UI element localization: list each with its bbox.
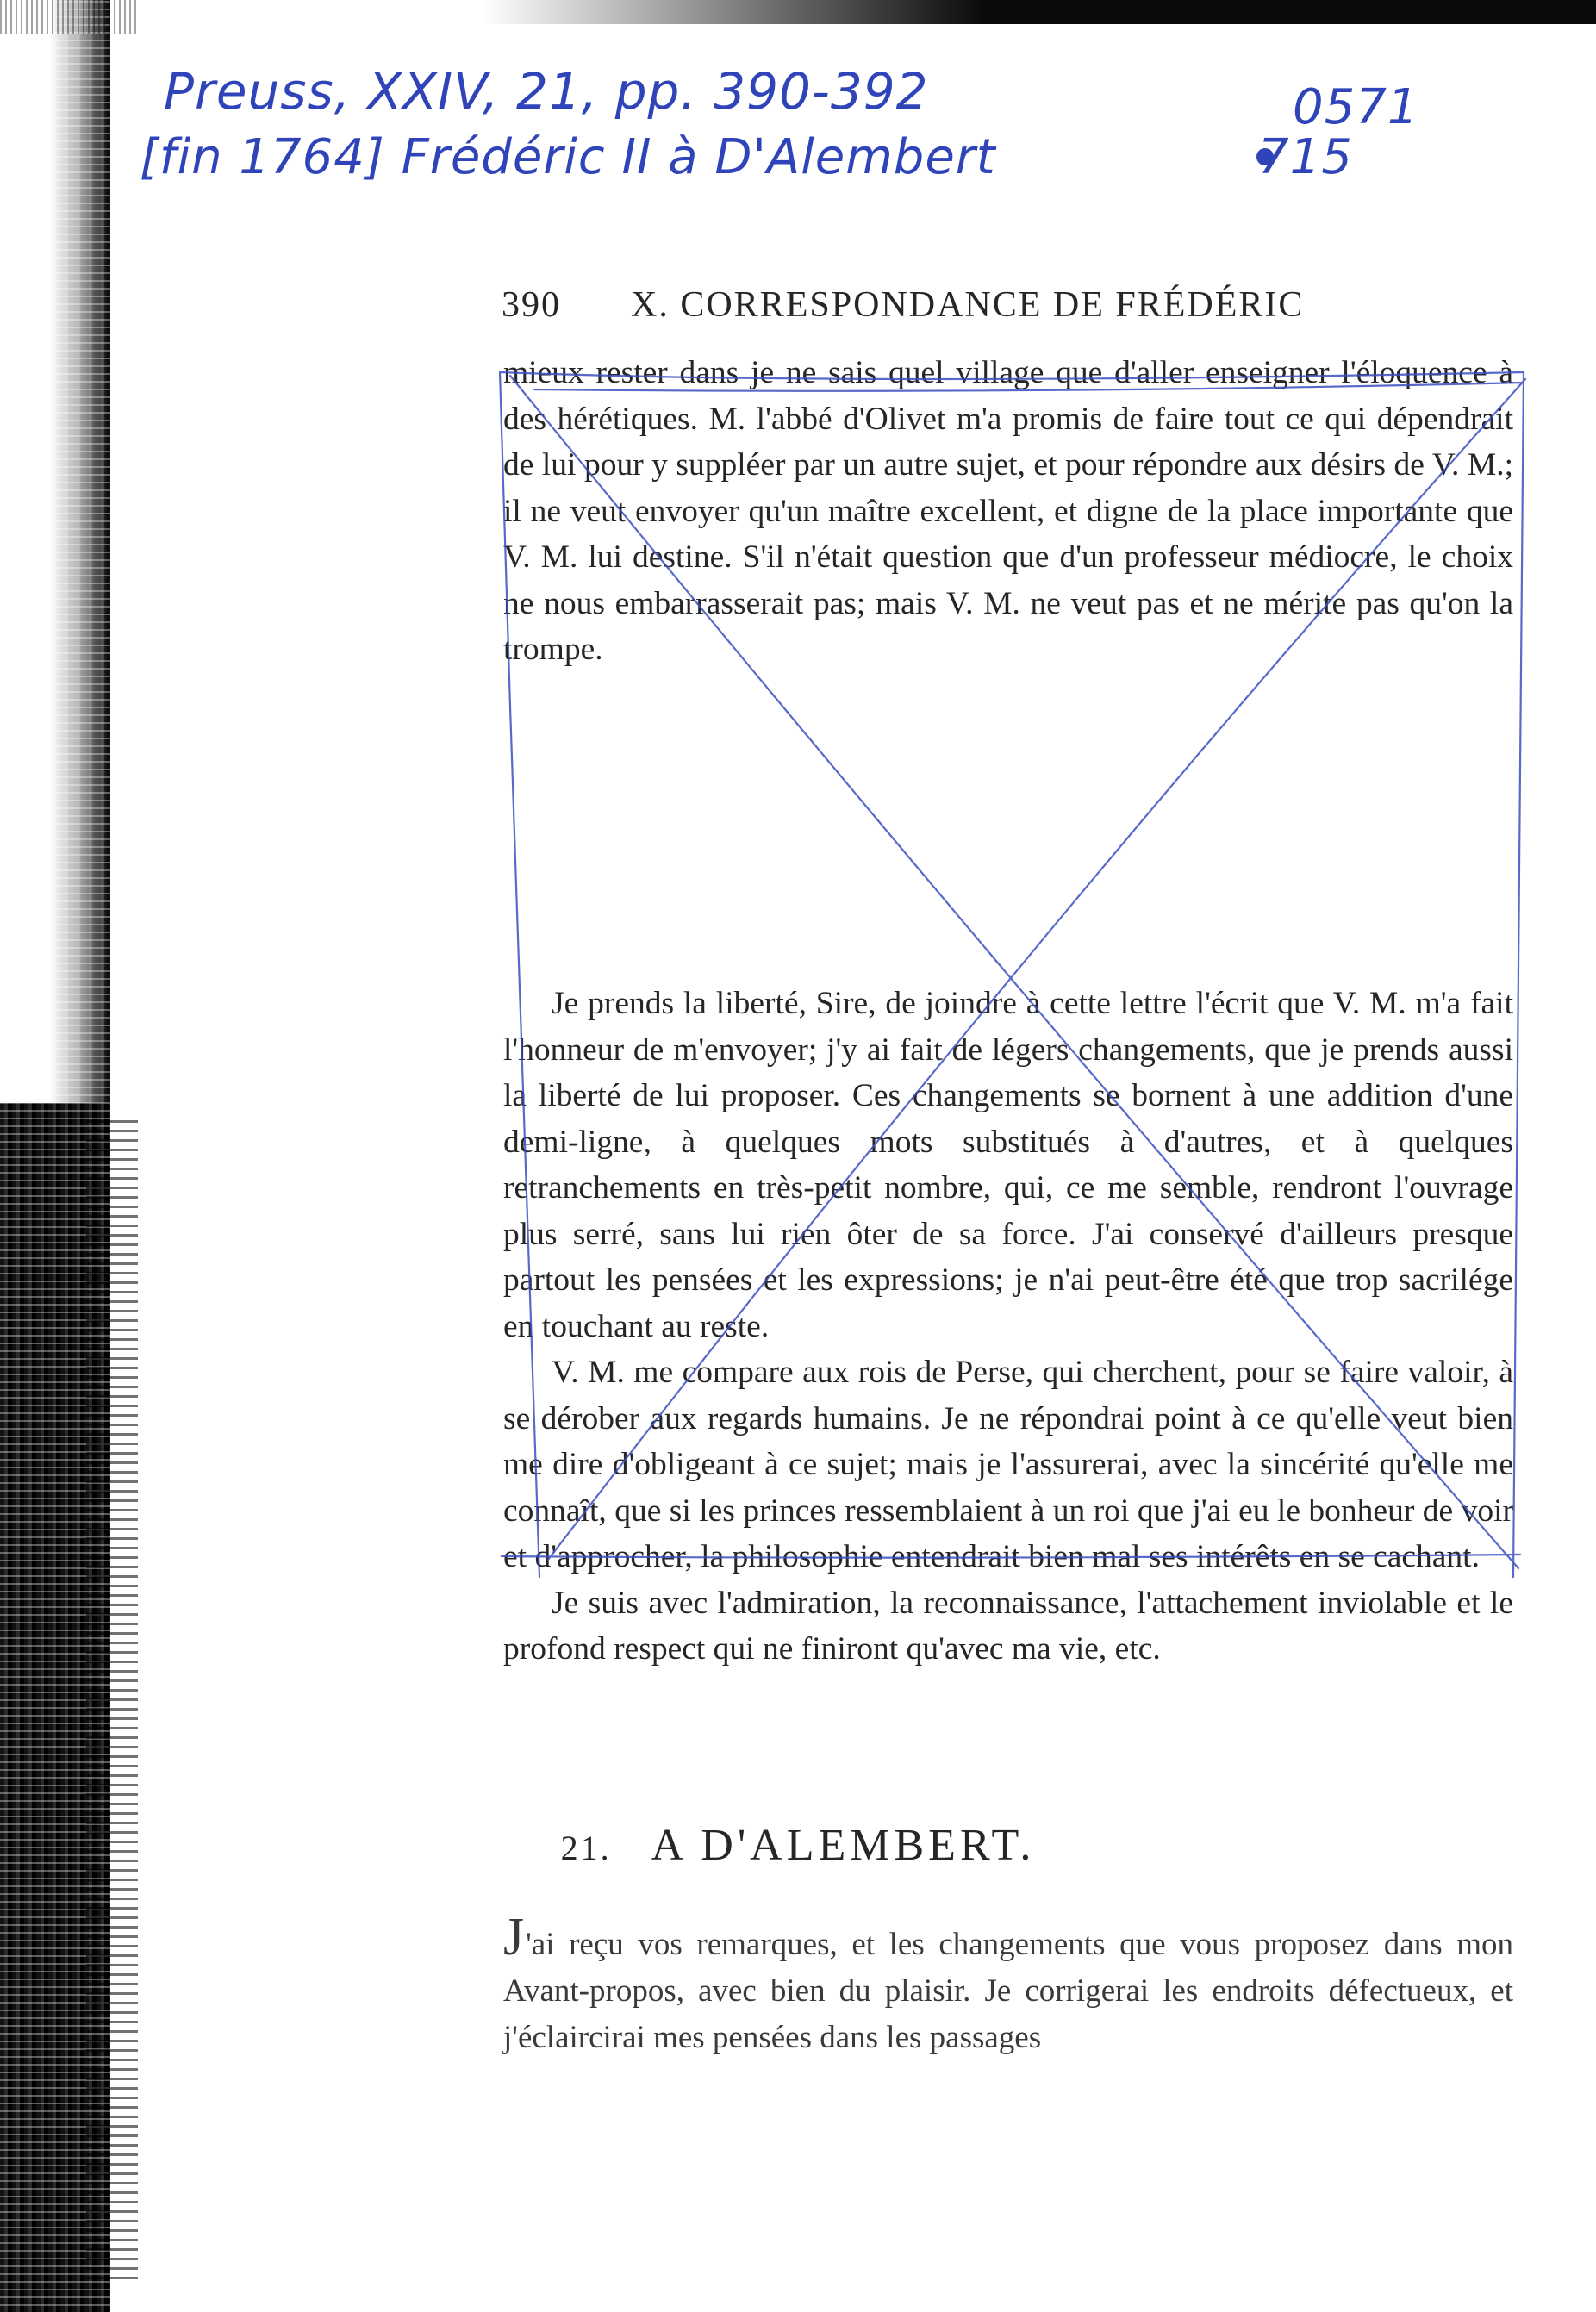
initial-letter: J xyxy=(503,1908,525,1966)
crossout-frame-left xyxy=(500,372,539,1577)
handwritten-code-secondary: 715 xyxy=(1258,129,1353,185)
paragraph: mieux rester dans je ne sais quel village que d'aller enseigner l'éloquence à des hérétiques. M. l'abbé d'Olivet m'a promis de faire tout ce qui dépendrait de lui pour y suppléer par un autre sujet, et pour répondre aux désirs de V. M.; il ne veut envoyer qu'un maître excellent, et digne de la place importante que V. M. lui destine. S'il n'était question que d'un professeur médiocre, le choix ne nous embarrasserait pas; mais V. M. ne veut pas et ne mérite pas qu'on la trompe. xyxy=(503,355,1513,667)
letter-opening xyxy=(503,1908,1513,2061)
crossout-frame-bottom xyxy=(502,1555,1520,1558)
page-number: 390 xyxy=(502,285,561,325)
paragraph: V. M. me compare aux rois de Perse, qui cherchent, pour se faire valoir, à se dérober aux regards humains. Je ne répondrai point à ce qu'elle veut bien me dire d'obligeant à ce sujet; mais je l'assurerai, avec la sincérité qu'elle me connaît, que si les princes ressemblaient à un roi que j'ai eu le bonheur de voir et d'approcher, la philosophie entendrait bien mal ses intérêts en se cachant. xyxy=(503,1355,1513,1574)
paragraph: Je suis avec l'admiration, la reconnaissance, l'attachement inviolable et le profond respect qui ne finiront qu'avec ma vie, etc. xyxy=(503,1585,1513,1667)
section-title: A D'ALEMBERT. xyxy=(651,1821,1036,1870)
section-heading xyxy=(0,1820,1596,1871)
crossout-underline xyxy=(534,383,1524,391)
crossout-frame-top xyxy=(500,372,1524,379)
handwritten-date-title: [fin 1764] Frédéric II à D'Alembert xyxy=(140,129,996,185)
section-number: 21. xyxy=(560,1829,612,1867)
paragraph: Je prends la liberté, Sire, de joindre à cette lettre l'écrit que V. M. m'a fait l'honneur de m'envoyer; j'y ai fait de légers changements, que je prends aussi la liberté de lui proposer. Ces changements se bornent à une addition d'une demi-ligne, à quelques mots substitués à d'autres, et à quelques retranchements en très-petit nombre, qui, ce me semble, rendront l'ouvrage plus serré, sans lui rien ôter de sa force. J'ai conservé d'ailleurs presque partout les pensées et les expressions; je n'ai peut-être été que trop sacrilége en touchant au reste. xyxy=(503,986,1513,1344)
crossout-frame-right xyxy=(1513,372,1524,1577)
handwritten-code-primary: 0571 xyxy=(1293,79,1419,135)
handwritten-reference: Preuss, XXIV, 21, pp. 390-392 xyxy=(164,62,929,121)
crossout-diagonal-2 xyxy=(548,379,1525,1560)
crossout-diagonal-1 xyxy=(510,376,1518,1568)
opening-text: 'ai reçu vos remarques, et les changements que vous proposez dans mon Avant-propos, avec bien du plaisir. Je corrigerai les endroits défectueux, et j'éclaircirai mes pensées dans les passages xyxy=(503,1927,1513,2055)
running-head-title: X. CORRESPONDANCE DE FRÉDÉRIC xyxy=(631,285,1305,325)
